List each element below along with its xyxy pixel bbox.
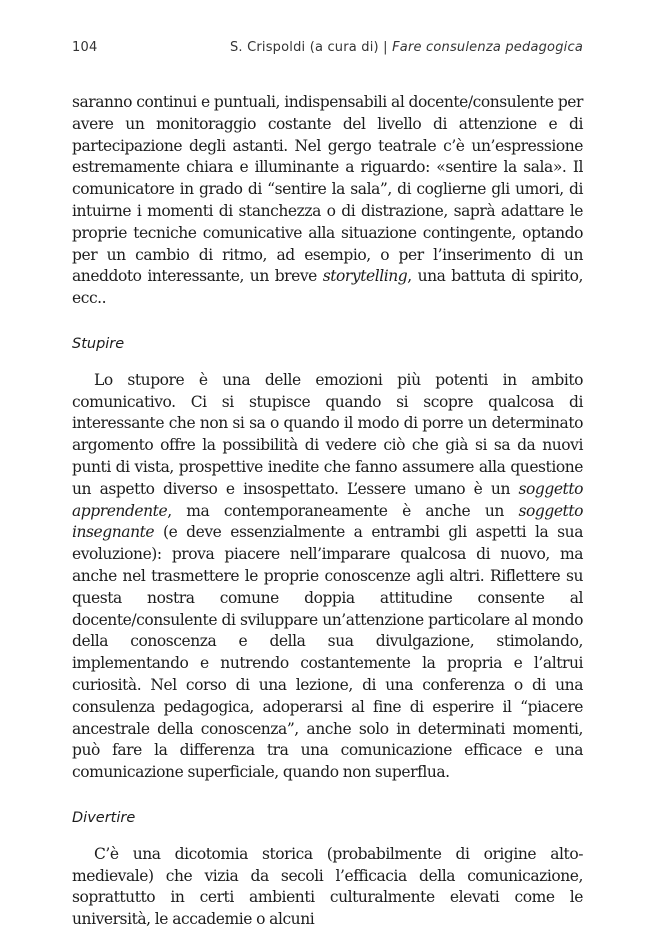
paragraph-stupire (72, 370, 583, 784)
page-number: 104 (72, 40, 98, 55)
paragraph-divertire (72, 844, 583, 931)
section-heading-stupire: Stupire (72, 335, 125, 352)
running-title (230, 40, 583, 55)
paragraph-text: saranno continui e puntuali, indispensabili al docente/consulente per avere un monitoraggio costante del livello di attenzione e di partecipazione degli astanti. Nel gergo teatrale c’è un’espressione estremamente chiara e illuminante a riguardo: «sentire la sala». Il comunicatore in grado di “sentire la sala”, di coglierne gli umori, di intuirne i momenti di stanchezza o di distrazione, saprà adattare le proprie tecniche comunicative alla situazione contingente, optando per un cambio di ritmo, ad esempio, o per l’inserimento di un aneddoto interessante, un breve (72, 93, 583, 286)
paragraph-text: (e deve essenzialmente a entrambi gli aspetti la sua evoluzione): prova piacere nell’imparare qualcosa di nuovo, ma anche nel trasmettere le proprie conoscenze agli altri. Riflettere su questa nostra comune doppia attitudine consente al docente/consulente di sviluppare un’attenzione particolare al mondo della conoscenza e della sua divulgazione, stimolando, implementando e nutrendo costantemente la propria e l’altrui curiosità. Nel corso di una lezione, di una conferenza o di una consulenza pedagogica, adoperarsi al fine di esperire il “piacere ancestrale della conoscenza”, anche solo in determinati momenti, può fare la differenza tra una comunicazione efficace e una comunicazione superficiale, quando non superflua. (72, 523, 583, 782)
paragraph-text: , una battuta di spirito, ecc.. (72, 267, 583, 308)
italic-term: soggetto apprendente (72, 479, 583, 520)
paragraph-text: Lo stupore è una delle emozioni più potenti in ambito comunicativo. Ci si stupisce quando si scopre qualcosa di interessante che non si sa o quando il modo di porre un determinato argomento offre la possibilità di vedere ciò che già si sa da nuovi punti di vista, prospettive inedite che fanno assumere alla questione un aspetto diverso e insospettato. L’essere umano è un (72, 370, 583, 498)
section-heading-divertire: Divertire (72, 809, 136, 826)
running-book-title: Fare consulenza pedagogica (392, 40, 583, 55)
italic-term: soggetto insegnante (72, 501, 583, 542)
italic-term: storytelling (322, 267, 408, 286)
paragraph-text: C’è una dicotomia storica (probabilmente di origine alto-medievale) che vizia da secoli l’efficacia della comunicazione, soprattutto in certi ambienti culturalmente elevati come le università, le accademie o alcuni (72, 844, 583, 929)
paragraph-text: , ma contemporaneamente è anche un (167, 501, 519, 520)
body-text (72, 92, 583, 931)
paragraph-continued (72, 92, 583, 310)
running-author: S. Crispoldi (a cura di) | (229, 40, 388, 55)
